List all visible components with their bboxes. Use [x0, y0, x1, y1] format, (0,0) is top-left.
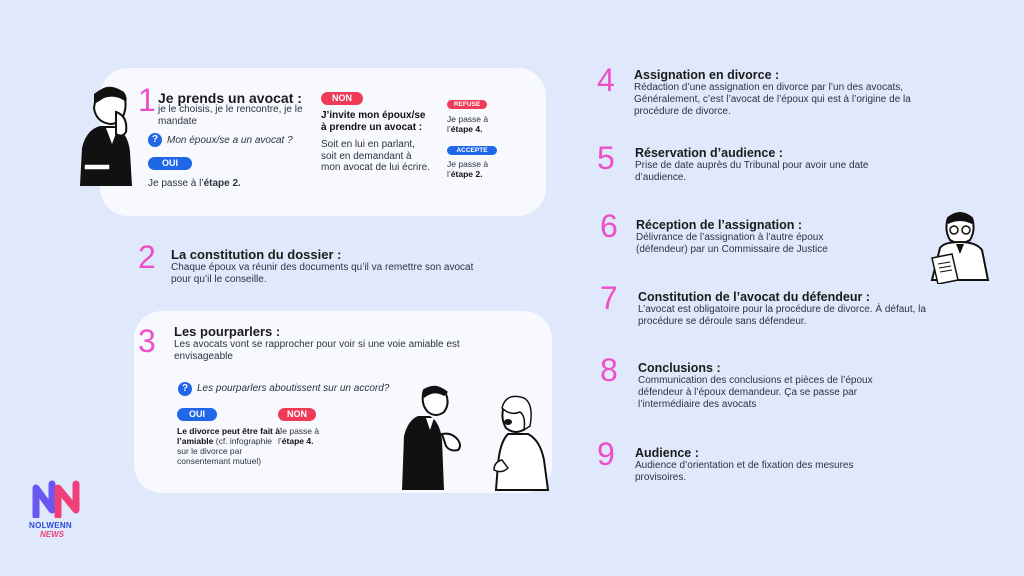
step-1-accepte-text: Je passe à l’étape 2.	[447, 159, 489, 179]
step-7-title: Constitution de l’avocat du défendeur :	[638, 290, 870, 304]
step-6-title: Réception de l’assignation :	[636, 218, 802, 232]
step-1-non-title: J’invite mon époux/se à prendre un avocat :	[321, 110, 426, 133]
step-9-text: Audience d’orientation et de fixation des mesures provisoires.	[635, 460, 854, 483]
step-9-number: 9	[597, 436, 615, 472]
step-3-question: Les pourparlers aboutissent sur un accord?	[197, 383, 390, 394]
step-1-text: je le choisis, je le rencontre, je le mandate	[158, 104, 303, 127]
phone-person-illustration	[76, 82, 138, 190]
step-1-question: Mon époux/se a un avocat ?	[167, 135, 293, 146]
step-1-non-badge: NON	[321, 92, 363, 105]
step-2-text: Chaque époux va réunir des documents qu’il va remettre son avocat pour qu’il le conseille.	[171, 262, 474, 285]
step-2-number: 2	[138, 239, 156, 275]
step-9-title: Audience :	[635, 446, 699, 460]
reading-man-illustration	[928, 210, 992, 284]
step-5-text: Prise de date auprès du Tribunal pour avoir une date d’audience.	[635, 160, 869, 183]
step-1-oui-text: Je passe à l’étape 2.	[148, 178, 241, 189]
step-6-number: 6	[600, 208, 618, 244]
step-4-number: 4	[597, 62, 615, 98]
step-3-number: 3	[138, 323, 156, 359]
step-8-text: Communication des conclusions et pièces de l’époux défendeur à l’époux demandeur. Ça se passe par l’intermédiaire des avocats	[638, 375, 873, 410]
step-2-title: La constitution du dossier :	[171, 247, 342, 262]
step-4-text: Rédaction d’une assignation en divorce par l’un des avocats, Généralement, c’est l’avocat de l’époux qui est à l’origine de la procédure de divorce.	[634, 82, 911, 117]
step-7-number: 7	[600, 280, 618, 316]
step-1-number: 1	[138, 82, 156, 118]
brand-news: NEWS	[40, 530, 64, 539]
step-3-oui-text: Le divorce peut être fait à l’amiable (cf. infographie sur le divorce par consentemant mutuel)	[177, 426, 280, 466]
step-5-title: Réservation d’audience :	[635, 146, 783, 160]
step-6-text: Délivrance de l’assignation à l’autre époux (défendeur) par un Commissaire de Justice	[636, 232, 828, 255]
nn-logo	[32, 480, 82, 518]
step-5-number: 5	[597, 140, 615, 176]
question-icon: ?	[178, 382, 192, 396]
step-7-text: L’avocat est obligatoire pour la procédure de divorce. À défaut, la procédure se déroule sans défendeur.	[638, 304, 926, 327]
step-1-accepte-badge: ACCEPTE	[447, 146, 497, 155]
step-1-non-text: Soit en lui en parlant, soit en demandant à mon avocat de lui écrire.	[321, 139, 430, 173]
question-icon: ?	[148, 133, 162, 147]
step-3-non-badge: NON	[278, 408, 316, 421]
step-1-title: Je prends un avocat :	[158, 90, 302, 106]
step-1-refuse-text: Je passe à l’étape 4.	[447, 114, 489, 134]
arguing-couple-illustration	[396, 384, 550, 492]
step-8-number: 8	[600, 352, 618, 388]
step-8-title: Conclusions :	[638, 361, 721, 375]
brand-name: NOLWENN	[29, 521, 72, 530]
step-3-non-text: Je passe à l’étape 4.	[278, 426, 320, 446]
step-1-refuse-badge: REFUSE	[447, 100, 487, 109]
step-3-text: Les avocats vont se rapprocher pour voir si une voie amiable est envisageable	[174, 339, 460, 362]
step-3-oui-badge: OUI	[177, 408, 217, 421]
step-1-oui-badge: OUI	[148, 157, 192, 170]
step-4-title: Assignation en divorce :	[634, 68, 780, 82]
step-3-title: Les pourparlers :	[174, 324, 281, 339]
